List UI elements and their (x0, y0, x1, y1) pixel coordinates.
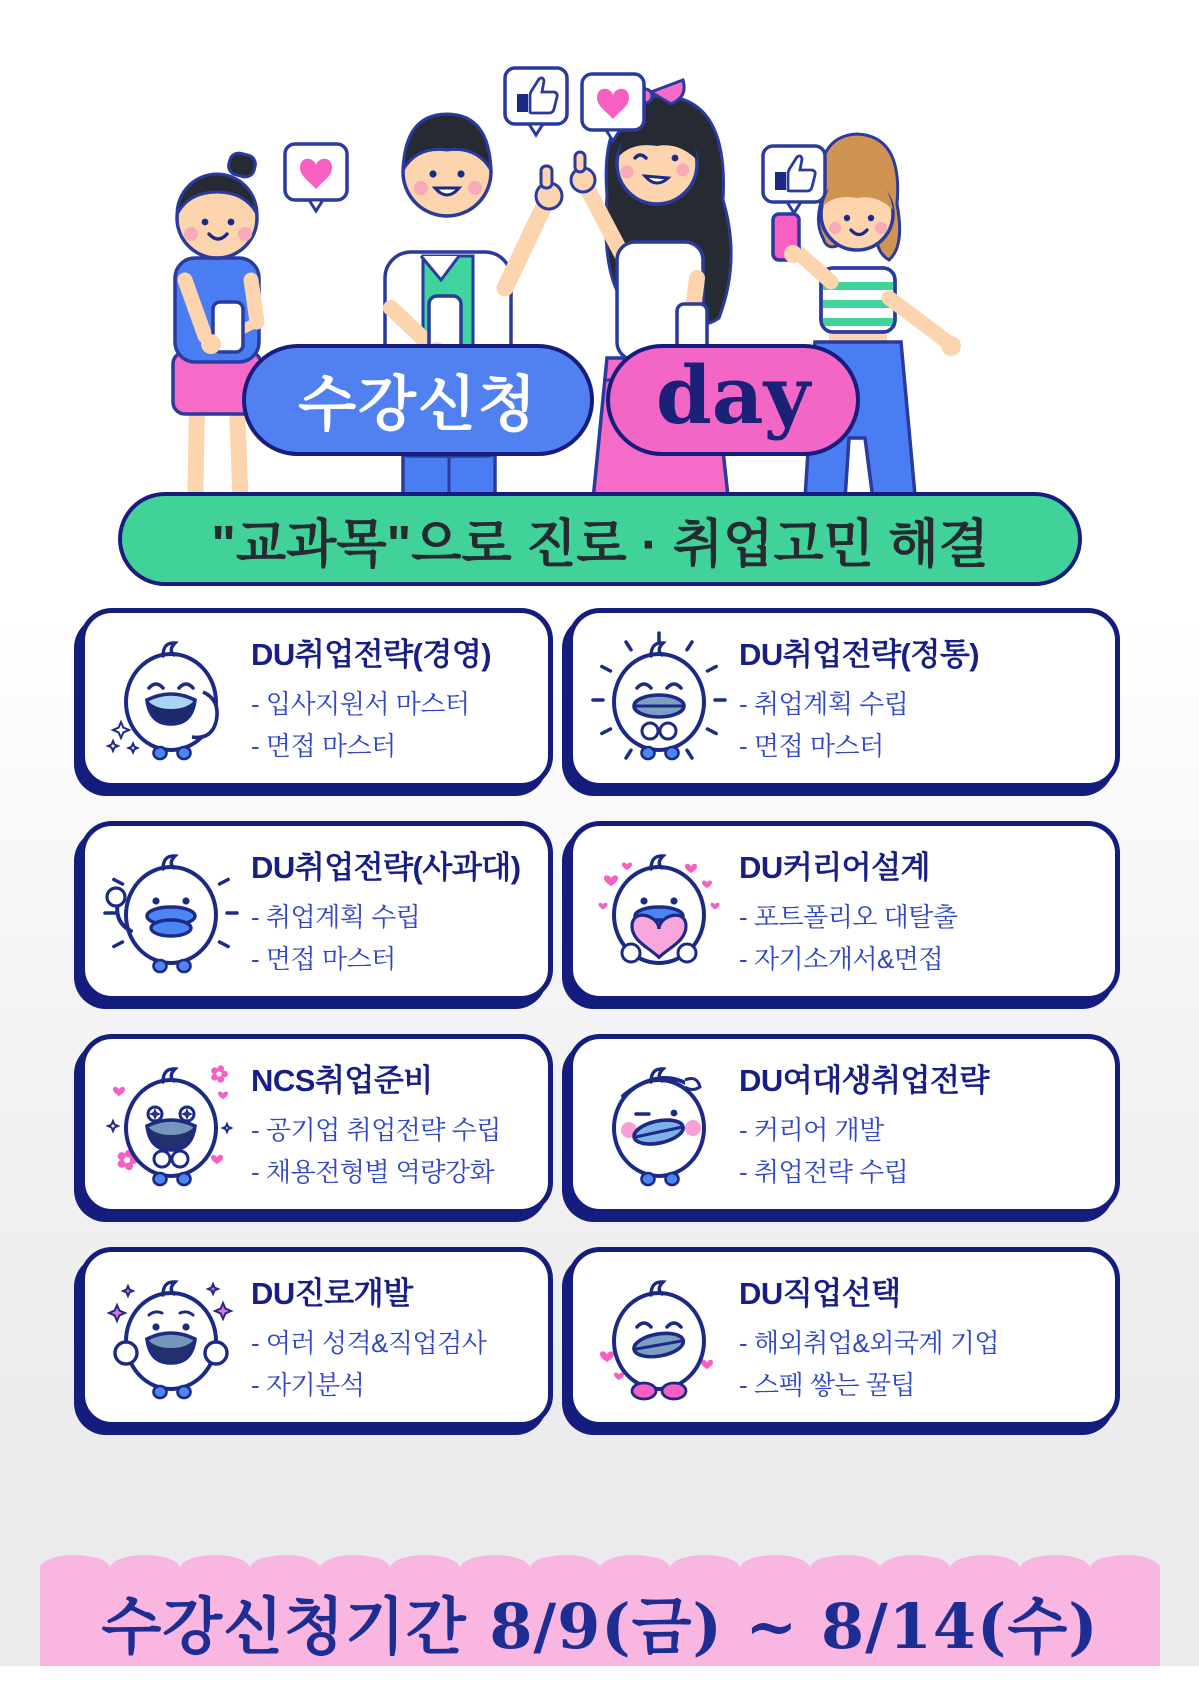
heart-badge-icon (582, 74, 644, 141)
course-card-body (739, 629, 1107, 768)
wave-edge-decoration (40, 1555, 1160, 1578)
course-title: DU진로개발 (251, 1275, 413, 1311)
course-title: DU취업전략(경영) (251, 636, 492, 672)
course-card (80, 821, 553, 1001)
title-badge-primary (242, 344, 594, 456)
duck-shining-icon (589, 628, 729, 768)
course-card-body (251, 1055, 540, 1194)
duck-laughing-icon (101, 628, 241, 768)
course-feature: - 스펙 쌓는 꿀팁 (739, 1369, 916, 1400)
slogan-banner (118, 492, 1082, 586)
course-card-body (251, 842, 540, 981)
course-card (568, 608, 1120, 788)
duck-heart-hug-icon (589, 841, 729, 981)
course-feature: - 취업계획 수립 (251, 901, 421, 932)
hero-illustration (85, 6, 1115, 561)
duck-proud-icon (101, 1267, 241, 1407)
student-woman (571, 78, 735, 561)
registration-period-banner (40, 1577, 1160, 1666)
course-title: DU직업선택 (739, 1275, 901, 1311)
duck-sparkle-eyes-icon (101, 1054, 241, 1194)
course-card (568, 821, 1120, 1001)
title-badge-secondary (606, 344, 860, 456)
course-card-grid (80, 608, 1120, 1427)
thumbs-up-badge-icon (505, 68, 567, 135)
course-title: DU여대생취업전략 (739, 1062, 989, 1098)
course-card (568, 1034, 1120, 1214)
title-badge-primary-label: 수강신청 (298, 371, 538, 438)
course-feature: - 채용전형별 역량강화 (251, 1156, 495, 1187)
course-feature: - 해외취업&외국계 기업 (739, 1327, 999, 1358)
course-title: DU취업전략(정통) (739, 636, 980, 672)
course-card-body (251, 1268, 540, 1407)
course-feature: - 여러 성격&직업검사 (251, 1327, 487, 1358)
duck-head-pat-icon (589, 1054, 729, 1194)
course-feature: - 공기업 취업전략 수립 (251, 1114, 501, 1145)
course-title: NCS취업준비 (251, 1062, 433, 1098)
student-boy (173, 151, 261, 514)
course-card (568, 1247, 1120, 1427)
course-feature: - 취업계획 수립 (739, 688, 909, 719)
course-title: DU커리어설계 (739, 849, 931, 885)
slogan-text: "교과목"으로 진로 · 취업고민 해결 (211, 515, 989, 574)
course-feature: - 커리어 개발 (739, 1114, 884, 1145)
course-card (80, 1034, 553, 1214)
course-feature: - 면접 마스터 (251, 730, 396, 761)
title-badge-secondary-label: day (655, 348, 811, 442)
registration-period-text: 수강신청기간 8/9(금) ~ 8/14(수) (101, 1590, 1099, 1663)
course-card-body (251, 629, 540, 768)
course-title: DU취업전략(사과대) (251, 849, 521, 885)
course-card-body (739, 1268, 1107, 1407)
course-feature: - 면접 마스터 (739, 730, 884, 761)
course-card-body (739, 842, 1107, 981)
course-card (80, 608, 553, 788)
course-feature: - 취업전략 수립 (739, 1156, 909, 1187)
duck-winking-icon (589, 1267, 729, 1407)
thumbs-up-badge-icon (763, 146, 825, 213)
course-card (80, 1247, 553, 1427)
course-feature: - 포트폴리오 대탈출 (739, 901, 958, 932)
course-feature: - 자기소개서&면접 (739, 943, 944, 974)
course-feature: - 면접 마스터 (251, 943, 396, 974)
course-feature: - 입사지원서 마스터 (251, 688, 470, 719)
course-card-body (739, 1055, 1107, 1194)
duck-waving-icon (101, 841, 241, 981)
course-feature: - 자기분석 (251, 1369, 365, 1400)
heart-badge-icon (285, 144, 347, 211)
